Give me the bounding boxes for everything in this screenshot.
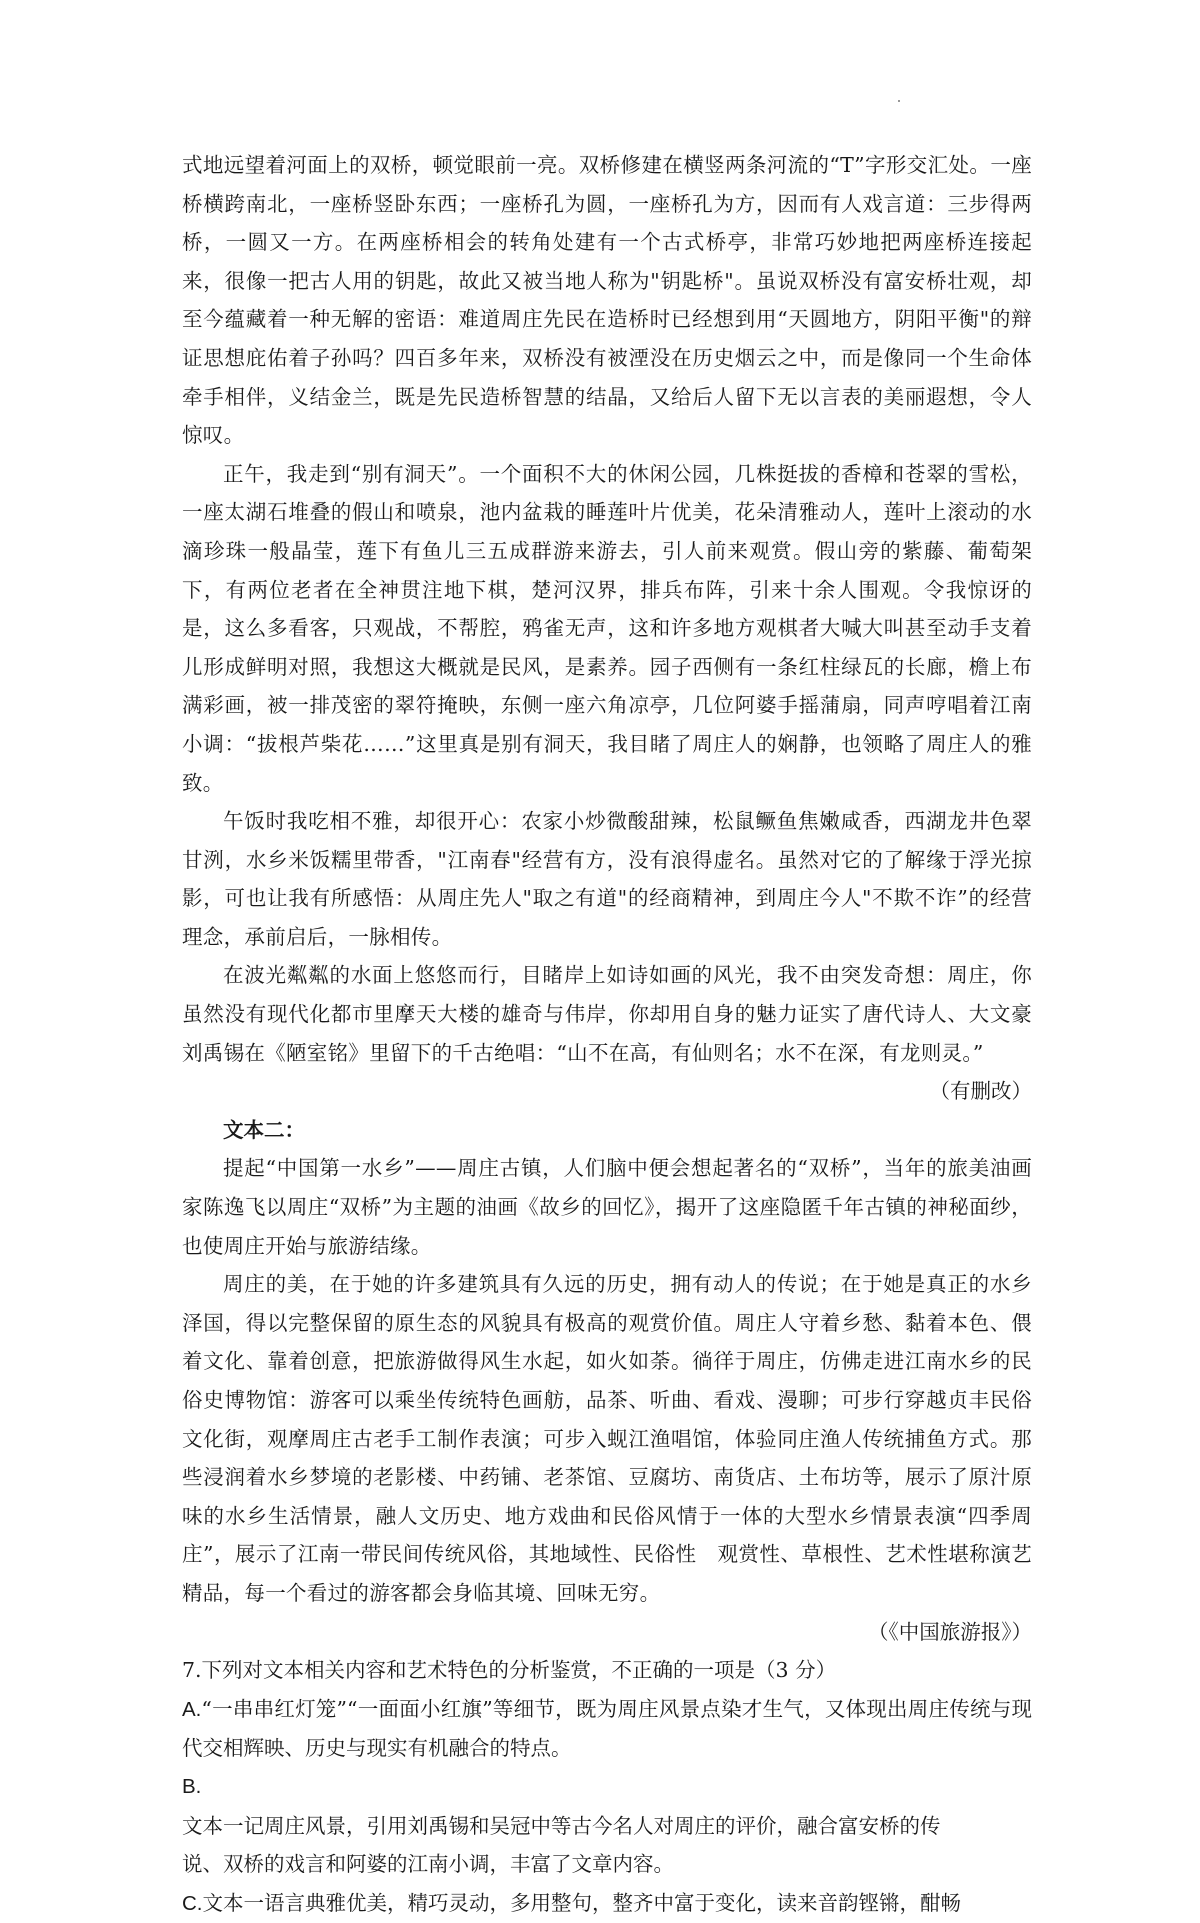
question-stem: 7.下列对文本相关内容和艺术特色的分析鉴赏，不正确的一项是（3 分） [182,1658,837,1683]
option-c-label: C. [182,1891,203,1915]
text1-paragraph-2: 正午，我走到“别有洞天”。一个面积不大的休闲公园，几株挺拔的香樟和苍翠的雪松，一座太湖石堆叠的假山和喷泉，池内盆栽的睡莲叶片优美，花朵清雅动人，莲叶上滚动的水滴珍珠一般晶莹，莲下有鱼儿三五成群游来游去，引人前来观赏。假山旁的紫藤、葡萄架下，有两位老者在全神贯注地下棋，楚河汉界，排兵布阵，引来十余人围观。令我惊讶的是，这么多看客，只观战，不帮腔，鸦雀无声，这和许多地方观棋者大喊大叫甚至动手支着儿形成鲜明对照，我想这大概就是民风，是素养。园子西侧有一条红柱绿瓦的长廊，檐上布满彩画，被一排茂密的翠符掩映，东侧一座六角凉亭，几位阿婆手摇蒲扇，同声哼唱着江南小调：“拔根芦柴花……”这里真是别有洞天，我目睹了周庄人的娴静，也领略了周庄人的雅致。 [182,461,1032,795]
option-c [182,1884,1032,1923]
option-a [182,1690,1032,1768]
text1-source-note: （有删改） [929,1079,1032,1104]
text2-paragraph-1: 提起“中国第一水乡”——周庄古镇，人们脑中便会想起著名的“双桥”，当年的旅美油画家陈逸飞以周庄“双桥”为主题的油画《故乡的回忆》，揭开了这座隐匿千年古镇的神秘面纱，也使周庄开始与旅游结缘。 [182,1156,1032,1258]
option-b [182,1768,1032,1884]
text2-paragraph-2: 周庄的美，在于她的许多建筑具有久远的历史，拥有动人的传说；在于她是真正的水乡泽国，得以完整保留的原生态的风貌具有极高的观赏价值。周庄人守着乡愁、黏着本色、偎着文化、靠着创意，把旅游做得风生水起，如火如荼。徜徉于周庄，仿佛走进江南水乡的民俗史博物馆：游客可以乘坐传统特色画舫，品茶、听曲、看戏、漫聊；可步行穿越贞丰民俗文化街，观摩周庄古老手工制作表演；可步入蚬江渔唱馆，体验同庄渔人传统捕鱼方式。那些浸润着水乡梦境的老影楼、中药铺、老茶馆、豆腐坊、南货店、土布坊等，展示了原汁原味的水乡生活情景，融人文历史、地方戏曲和民俗风情于一体的大型水乡情景表演“四季周庄”，展示了江南一带民间传统风俗，其地域性、民俗性 观赏性、草根性、艺术性堪称演艺精品，每一个看过的游客都会身临其境、回味无穷。 [182,1272,1032,1605]
option-a-label: A. [182,1697,202,1721]
text2-heading: 文本二： [223,1117,305,1142]
text1-paragraph-1: 式地远望着河面上的双桥，顿觉眼前一亮。双桥修建在横竖两条河流的“T”字形交汇处。一座桥横跨南北，一座桥竖卧东西；一座桥孔为圆，一座桥孔为方，因而有人戏言道：三步得两桥，一圆又一方。在两座桥相会的转角处建有一个古式桥亭，非常巧妙地把两座桥连接起来，很像一把古人用的钥匙，故此又被当地人称为"钥匙桥"。虽说双桥没有富安桥壮观，却至今蕴藏着一种无解的密语：难道周庄先民在造桥时已经想到用“天圆地方，阴阳平衡"的辩证思想庇佑着子孙吗？四百多年来，双桥没有被湮没在历史烟云之中，而是像同一个生命体牵手相伴，义结金兰，既是先民造桥智慧的结晶，又给后人留下无以言表的美丽遐想，令人惊叹。 [182,153,1032,448]
option-b-line-2: 说、双桥的戏言和阿婆的江南小调，丰富了文章内容。 [182,1852,674,1877]
option-b-text-1: 文本一记周庄风景，引用刘禹锡和吴冠中等古今名人对周庄的评价，融合富安桥的传 [182,1813,941,1838]
option-b-line-1 [182,1768,1032,1845]
stray-dot [898,100,900,102]
text2-source-note: （《中国旅游报》） [868,1619,1032,1644]
document-body [182,146,1032,1923]
text1-paragraph-4: 在波光粼粼的水面上悠悠而行，目睹岸上如诗如画的风光，我不由突发奇想：周庄，你虽然没有现代化都市里摩天大楼的雄奇与伟岸，你却用自身的魅力证实了唐代诗人、大文豪刘禹锡在《陋室铭》里留下的千古绝唱：“山不在高，有仙则名；水不在深，有龙则灵。” [182,963,1032,1065]
text1-paragraph-3: 午饭时我吃相不雅，却很开心：农家小炒微酸甜辣，松鼠鳜鱼焦嫩咸香，西湖龙井色翠甘洌，水乡米饭糯里带香，"江南春"经营有方，没有浪得虚名。虽然对它的了解缘于浮光掠影，可也让我有所感悟：从周庄先人"取之有道"的经商精神，到周庄今人"不欺不诈”的经营理念，承前启后，一脉相传。 [182,809,1032,949]
option-c-text: 文本一语言典雅优美，精巧灵动，多用整句，整齐中富于变化，读来音韵铿锵，酣畅 [202,1890,961,1915]
option-b-label: B. [182,1774,202,1798]
option-a-text: “一串串红灯笼”“一面面小红旗”等细节，既为周庄风景点染才生气，又体现出周庄传统与现代交相辉映、历史与现实有机融合的特点。 [182,1696,1032,1761]
